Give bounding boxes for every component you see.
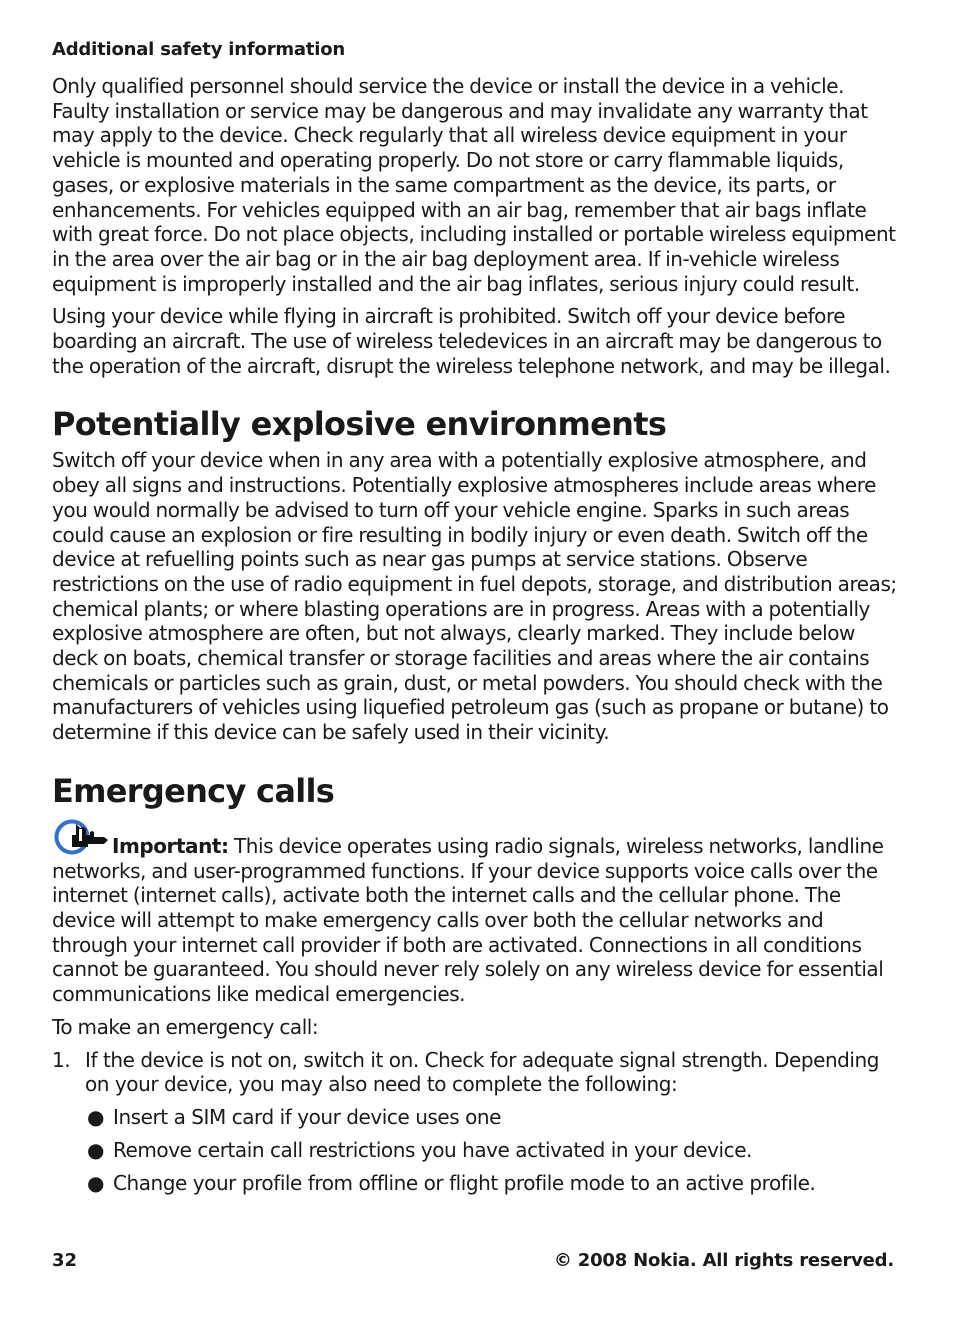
- important-label: Important:: [112, 833, 229, 858]
- emergency-section: [52, 771, 900, 1196]
- list-item: [85, 1105, 900, 1130]
- step-number: 1.: [52, 1047, 71, 1072]
- step-subitems: [85, 1105, 900, 1196]
- list-item: [85, 1171, 900, 1196]
- running-head: Additional safety information: [52, 39, 346, 60]
- list-item-text: Insert a SIM card if your device uses one: [113, 1104, 501, 1129]
- page-number: 32: [52, 1250, 78, 1271]
- intro-section: [52, 74, 900, 378]
- list-item-text: Remove certain call restrictions you have activated in your device.: [113, 1138, 752, 1163]
- intro-paragraph-2: Using your device while flying in aircraft is prohibited. Switch off your device before boarding an aircraft. The use of wireless teledevices in an aircraft may be dangerous to the operation of the aircraft, disrupt the wireless telephone network, and may be illegal.: [52, 304, 891, 378]
- bullet-icon: ●: [87, 1104, 105, 1129]
- copyright-notice: © 2008 Nokia. All rights reserved.: [553, 1250, 894, 1271]
- step-item: [52, 1048, 900, 1197]
- step-text: If the device is not on, switch it on. Check for adequate signal strength. Depending on your device, you may also need to complete the following:: [85, 1047, 879, 1097]
- intro-paragraph-1: Only qualified personnel should service the device or install the device in a vehicle. Faulty installation or service may be dangerous and may invalidate any warranty that may apply to the device. Check regularly that all wireless device equipment in your vehicle is mounted and operating properly. Do not store or carry flammable liquids, gases, or explosive materials in the same compartment as the device, its parts, or enhancements. For vehicles equipped with an air bag, remember that air bags inflate with great force. Do not place objects, including installed or portable wireless equipment in the area over the air bag or in the air bag deployment area. If in-vehicle wireless equipment is improperly installed and the air bag inflates, serious injury could result.: [52, 74, 896, 296]
- list-item-text: Change your profile from offline or flight profile mode to an active profile.: [113, 1171, 816, 1196]
- explosive-paragraph: Switch off your device when in any area with a potentially explosive atmosphere, and obey all signs and instructions. Potentially explosive atmospheres include areas where you would normally be advised to turn off your vehicle engine. Sparks in such areas could cause an explosion or fire resulting in bodily injury or even death. Switch off the device at refuelling points such as near gas pumps at service stations. Observe restrictions on the use of radio equipment in fuel depots, storage, and distribution areas; chemical plants; or where blasting operations are in progress. Areas with a potentially explosive atmosphere are often, but not always, clearly marked. They include below deck on boats, chemical transfer or storage facilities and areas where the air contains chemicals or particles such as grain, dust, or metal powders. You should check with the manufacturers of vehicles using liquefied petroleum gas (such as propane or butane) to determine if this device can be safely used in their vicinity.: [52, 448, 897, 745]
- steps-list: [52, 1048, 900, 1197]
- bullet-icon: ●: [87, 1171, 105, 1196]
- important-text: This device operates using radio signals, wireless networks, landline networks, and user-programmed functions. If your device supports voice calls over the internet (internet calls), activate both the internet calls and the cellular phone. The device will attempt to make emergency calls over both the cellular networks and through your internet call provider if both are activated. Connections in all conditions cannot be guaranteed. You should never rely solely on any wireless device for essential communications like medical emergencies.: [52, 833, 884, 1007]
- important-hand-icon: [52, 815, 110, 855]
- explosive-heading: Potentially explosive environments: [52, 405, 667, 444]
- emergency-intro: To make an emergency call:: [52, 1014, 319, 1039]
- bullet-icon: ●: [87, 1138, 105, 1163]
- important-note: [52, 815, 900, 1007]
- emergency-heading: Emergency calls: [52, 771, 335, 810]
- explosive-section: [52, 404, 900, 744]
- document-page: [52, 38, 900, 1205]
- list-item: [85, 1138, 900, 1163]
